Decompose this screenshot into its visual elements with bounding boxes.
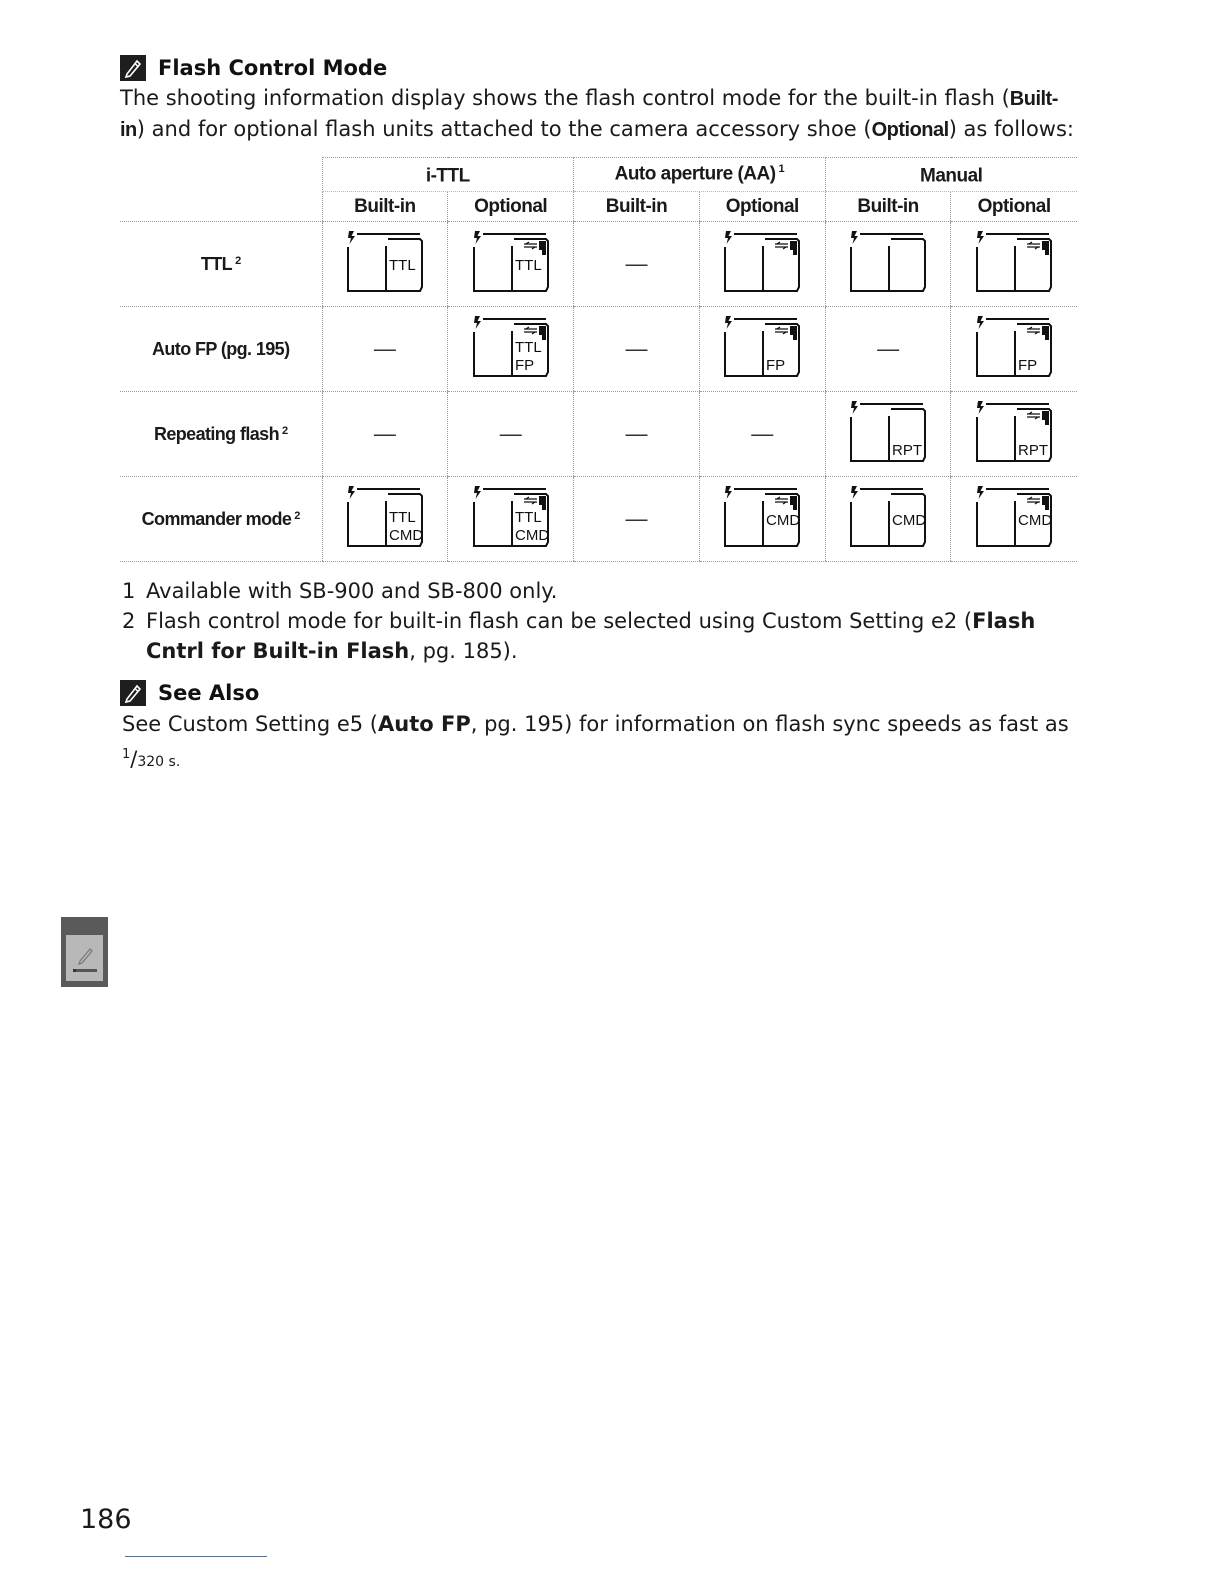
flash-mode-label: TTL [514, 256, 542, 274]
group-header-manual: Manual [825, 158, 1077, 192]
flash-mode-label: CMD [388, 526, 424, 544]
table-cell [322, 477, 448, 562]
table-cell [699, 222, 825, 307]
table-row [120, 392, 1077, 477]
builtin-flash-display-icon [345, 484, 425, 550]
optional-flash-display-icon [974, 229, 1054, 295]
flash-control-mode-intro: The shooting information display shows the flash control mode for the built-in flash (Built-in) and for optional flash units attached to the camera accessory shoe (Optional) as follows: [120, 86, 1074, 141]
table-cell [574, 477, 700, 562]
see-also-heading [120, 680, 259, 706]
flash-mode-label: FP [766, 356, 786, 374]
builtin-flash-display-icon [848, 399, 928, 465]
flash-mode-label: RPT [1018, 441, 1049, 459]
table-row [120, 477, 1077, 562]
table-row [120, 307, 1077, 392]
table-cell [825, 392, 951, 477]
footnote-1: 1 Available with SB-900 and SB-800 only. [122, 579, 558, 603]
optional-flash-display-icon [974, 399, 1054, 465]
optional-flash-display-icon [471, 229, 551, 295]
table-cell [322, 392, 448, 477]
subheader-optional: Optional [951, 192, 1077, 222]
optional-flash-display-icon [471, 484, 551, 550]
table-cell [699, 477, 825, 562]
table-cell [448, 392, 574, 477]
not-available-dash: — [625, 421, 648, 446]
page-rule [125, 1556, 267, 1557]
pencil-note-icon [120, 680, 146, 706]
table-cell [825, 477, 951, 562]
custom-settings-side-tab [61, 917, 108, 987]
table-cell [951, 477, 1077, 562]
table-cell [574, 222, 700, 307]
flash-mode-label: TTL [514, 508, 542, 526]
group-header-ittl: i-TTL [322, 158, 574, 192]
row-label: TTL $^2$ [120, 222, 322, 307]
not-available-dash: — [877, 336, 900, 361]
not-available-dash: — [751, 421, 774, 446]
flash-mode-label: FP [514, 356, 534, 374]
table-cell [448, 477, 574, 562]
table-cell [951, 392, 1077, 477]
row-label: Auto FP (pg. 195) [120, 307, 322, 392]
table-cell [574, 307, 700, 392]
not-available-dash: — [499, 421, 522, 446]
table-row [120, 222, 1077, 307]
flash-control-mode-heading [120, 55, 387, 81]
not-available-dash: — [373, 336, 396, 361]
table-cell [448, 307, 574, 392]
footnote-2: 2 Flash control mode for built-in flash can be selected using Custom Setting e2 (Flash Cntrl for Built-in Flash, pg. 185). [122, 609, 1036, 663]
see-also-text: See Custom Setting e5 (Auto FP, pg. 195) for information on flash sync speeds as fast as $^1$/320 s. [122, 712, 1069, 771]
subheader-builtin: Built-in [574, 192, 700, 222]
optional-flash-display-icon [722, 229, 802, 295]
not-available-dash: — [373, 421, 396, 446]
note-title: See Also [158, 681, 260, 705]
table-cell [951, 307, 1077, 392]
page-number: 186 [80, 1504, 132, 1535]
pencil-note-icon [120, 55, 146, 81]
optional-flash-display-icon [974, 484, 1054, 550]
table-cell [322, 222, 448, 307]
flash-mode-label: CMD [892, 511, 927, 529]
not-available-dash: — [625, 336, 648, 361]
table-cell [574, 392, 700, 477]
table-cell [448, 222, 574, 307]
optional-flash-display-icon [974, 314, 1054, 380]
not-available-dash: — [625, 251, 648, 276]
group-header-auto-aperture: Auto aperture (AA) $^1$ [574, 158, 826, 192]
flash-mode-label: CMD [1018, 511, 1053, 529]
flash-mode-label: TTL [388, 508, 416, 526]
builtin-flash-display-icon [848, 229, 928, 295]
builtin-flash-display-icon [345, 229, 425, 295]
flash-mode-label: TTL [388, 256, 416, 274]
table-cell [951, 222, 1077, 307]
builtin-flash-display-icon [848, 484, 928, 550]
subheader-builtin: Built-in [825, 192, 951, 222]
flash-mode-label: CMD [514, 526, 549, 544]
optional-flash-display-icon [471, 314, 551, 380]
not-available-dash: — [625, 506, 648, 531]
table-cell [699, 307, 825, 392]
table-cell [825, 307, 951, 392]
row-label: Commander mode $^2$ [120, 477, 322, 562]
subheader-builtin: Built-in [322, 192, 448, 222]
flash-mode-label: RPT [892, 441, 923, 459]
optional-flash-display-icon [722, 484, 802, 550]
note-title: Flash Control Mode [158, 56, 388, 80]
flash-mode-table [120, 157, 1077, 562]
table-cell [699, 392, 825, 477]
flash-mode-label: FP [1018, 356, 1038, 374]
flash-mode-label: TTL [514, 338, 542, 356]
table-cell [825, 222, 951, 307]
subheader-optional: Optional [448, 192, 574, 222]
subheader-optional: Optional [699, 192, 825, 222]
table-cell [322, 307, 448, 392]
optional-flash-display-icon [722, 314, 802, 380]
flash-mode-label: CMD [766, 511, 801, 529]
row-label: Repeating flash $^2$ [120, 392, 322, 477]
custom-settings-pencil-icon [66, 935, 103, 981]
